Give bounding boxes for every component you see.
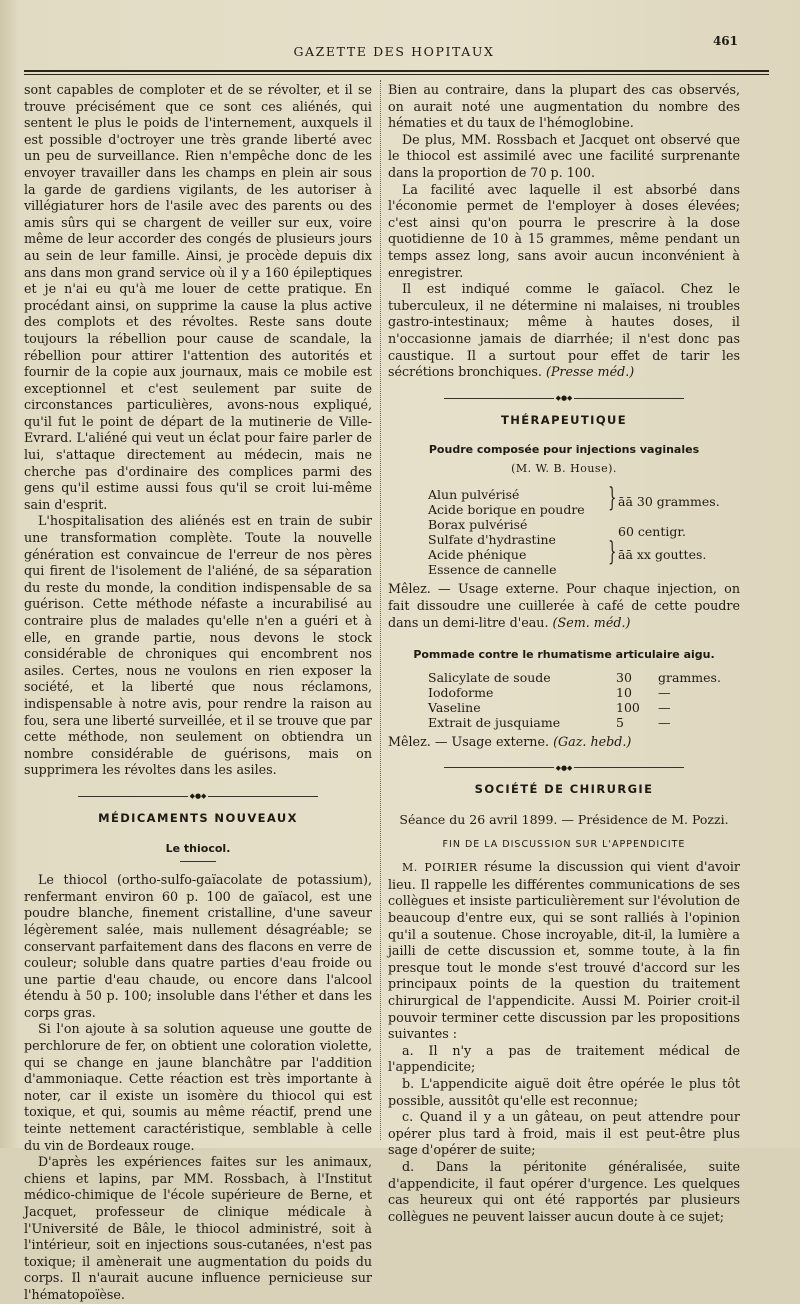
ingredient: Extrait de jusquiame	[428, 714, 561, 730]
paragraph: Si l'on ajoute à sa solution aqueuse une goutte de perchlorure de fer, on obtient une coloration violette, qui se change en jaune blanchâtre par l'addition d'ammoniaque. Cette réaction est très importante à noter, car il existe un isomère du thiocol qui est toxique, et qui, soumis au même réactif, prend une teinte nettement caractéristique, semblable à celle du vin de Bordeaux rouge.	[24, 1021, 372, 1153]
ingredient: Acide borique en poudre	[428, 502, 585, 518]
recipe-note-text: Mêlez. — Usage externe. Pour chaque injection, on fait dissoudre une cuillerée à café de cette poudre dans un demi-litre d'eau.	[388, 581, 740, 630]
proposition-item: a. Il n'y a pas de traitement médical de l'appendicite;	[388, 1042, 740, 1075]
paragraph-text: Il est indiqué comme le gaïacol. Chez le tuberculeux, il ne détermine ni malaises, ni troubles gastro-intestinaux; même à hautes doses, il n'occasionne jamais de diarrhée; il n'est donc pas caustique. Il a surtout pour effet de tarir les sécrétions bronchiques.	[388, 281, 740, 380]
proposition-item: d. Dans la péritonite généralisée, suite d'appendicite, il faut opérer d'urgence. Les quelques cas heureux qui ont été rapportés par plusieurs collègues ne peuvent laisser aucun doute à ce sujet;	[388, 1158, 740, 1224]
paragraph: sont capables de comploter et de se révolter, et il se trouve précisément que ce sont ces aliénés, qui sentent le plus le poids de l'internement, auxquels il est possible d'octroyer une très grande liberté avec un peu de surveillance. Rien n'empêche donc de les envoyer travailler dans les champs en plein air sous la garde de gardiens vigilants, de les autoriser à villégiaturer hors de l'asile avec des parents ou des amis sûrs qui se chargent de veiller sur eux, voire même de leur accorder des congés de plusieurs jours au sein de leur famille. Ainsi, je procède depuis dix ans dans mon grand service où il y a 160 épileptiques et je n'ai eu qu'à me louer de cette pratique. En procédant ainsi, on supprime la cause la plus active des complots et des révoltes. Reste sans doute toujours la rébellion pour cause de scandale, la rébellion pour attirer l'attention des autorités et fournir de la copie aux journaux, mais ce mobile est exceptionnel et c'est seulement par suite de circonstances particulières, avons-nous expliqué, qu'il fut le point de départ de la mutinerie de Ville-Evrard. L'aliéné qui veut un éclat pour faire parler de lui, s'attaque directement au médecin, mais ne cherche pas d'ordinaire des complices parmi des gens qu'il estime aussi fous qu'il se croit lui-même sain d'esprit.	[24, 82, 372, 512]
recipe-author: (M. W. B. House).	[511, 461, 617, 475]
recipe-note-text: Mêlez. — Usage externe.	[388, 733, 550, 749]
ingredient: Iodoforme	[428, 684, 494, 700]
header-rule	[24, 70, 769, 72]
column-divider	[380, 80, 381, 1140]
running-title: GAZETTE DES HOPITAUX	[293, 44, 495, 59]
ingredient-row	[428, 670, 740, 685]
section-ornament: ◆●◆	[24, 788, 372, 798]
ingredient: Salicylate de soude	[428, 669, 551, 685]
header-rule-thin	[24, 74, 769, 75]
section-title: THÉRAPEUTIQUE	[501, 412, 627, 427]
ingredient: Vaseline	[428, 699, 481, 715]
recipe-title: Poudre composée pour injections vaginales	[428, 443, 700, 457]
paragraph	[388, 281, 740, 381]
brace: }	[608, 537, 617, 568]
paragraph: Le thiocol (ortho-sulfo-gaïacolate de potassium), renfermant environ 60 p. 100 de gaïacol, est une poudre blanche, finement cristalline, d'une saveur légèrement salée, mais nullement désagréable; se conservant parfaitement dans des flacons en verre de couleur; soluble dans quatre parties d'eau froide ou une partie d'eau chaude, ou encore dans l'alcool étendu à 50 p. 100; insoluble dans l'éther et dans les corps gras.	[24, 872, 372, 1020]
section-ornament: ◆●◆	[388, 759, 740, 769]
subsection-title: Le thiocol.	[165, 841, 231, 855]
divider	[180, 861, 216, 862]
paragraph: L'hospitalisation des aliénés est en train de subir une transformation complète. Toute la nouvelle génération est convaincue de l'erreur de nos pères qui firent de l'isolement de l'aliéné, de sa séparation du reste du monde, la condition indispensable de sa guérison. Cette méthode néfaste a incurabilisé au contraire plus de malades qu'elle n'en a guéri et à elle, en grande partie, nous devons le stock considérable de chroniques qui encombrent nos asiles. Certes, nous ne voulons en rien exposer la société, et la liberté que nous réclamons, indispensable à notre avis, pour rendre la raison au fou, sera une liberté surveillée, et il se trouve que par cette méthode, non seulement on obtiendra un nombre considérable de guérisons, mais on supprimera les révoltes dans les asiles.	[24, 513, 372, 778]
ingredient: Borax pulvérisé	[428, 517, 528, 533]
ingredient: Essence de cannelle	[428, 562, 557, 578]
speaker-name: M. POIRIER	[402, 861, 478, 875]
page-number: 461	[712, 34, 738, 48]
paragraph	[388, 859, 740, 1043]
section-title: SOCIÉTÉ DE CHIRURGIE	[474, 782, 654, 797]
source-citation: (Sem. méd.)	[552, 614, 631, 630]
paragraph: De plus, MM. Rossbach et Jacquet ont observé que le thiocol est assimilé avec une facilité surprenante dans la proportion de 70 p. 100.	[388, 131, 740, 180]
recipe-note	[388, 734, 740, 751]
source-citation: (Presse méd.)	[545, 364, 635, 380]
ingredient-unit: —	[658, 714, 671, 730]
ingredient-quantity: āā xx gouttes.	[618, 547, 707, 563]
ingredient: Alun pulvérisé	[428, 487, 520, 503]
left-column	[24, 82, 372, 1304]
section-title: MÉDICAMENTS NOUVEAUX	[98, 810, 298, 825]
ingredient-quantity: 100	[616, 699, 640, 715]
paragraph: D'après les expériences faites sur les animaux, chiens et lapins, par MM. Rossbach, à l'Institut médico-chimique de l'école supérieure de Berne, et Jacquet, professeur de clinique médicale à l'Université de Bâle, le thiocol administré, soit à l'intérieur, soit en injections sous-cutanées, n'est pas toxique; il amènerait une augmentation du poids du corps. Il n'aurait aucune influence pernicieuse sur l'hématopoïèse.	[24, 1154, 372, 1302]
source-citation: (Gaz. hebd.)	[553, 733, 632, 749]
page-header	[24, 34, 744, 78]
ingredient-row	[428, 700, 740, 715]
ingredient-unit: —	[658, 684, 671, 700]
ingredient-unit: —	[658, 699, 671, 715]
ingredient-quantity: 30	[616, 669, 632, 685]
ingredient-quantity: 5	[616, 714, 624, 730]
recipe-ingredients	[428, 483, 740, 578]
topic-heading: FIN DE LA DISCUSSION SUR L'APPENDICITE	[442, 838, 686, 850]
recipe-ingredients	[428, 670, 740, 730]
ingredient-quantity: 10	[616, 684, 632, 700]
paragraph: La facilité avec laquelle il est absorbé dans l'économie permet de l'employer à doses élevées; c'est ainsi qu'on pourra le prescrire à la dose quotidienne de 10 à 15 grammes, même pendant un temps assez long, sans avoir aucun inconvénient à enregistrer.	[388, 181, 740, 280]
ingredient: Sulfate d'hydrastine	[428, 532, 556, 548]
recipe-note	[388, 581, 740, 631]
session-heading: Séance du 26 avril 1899. — Présidence de M. Pozzi.	[399, 812, 729, 828]
brace: }	[608, 483, 617, 514]
paragraph: Bien au contraire, dans la plupart des cas observés, on aurait noté une augmentation du nombre des hématies et du taux de l'hémoglobine.	[388, 82, 740, 131]
ingredient-row	[428, 685, 740, 700]
ingredient: Acide phénique	[428, 547, 527, 563]
ingredient-unit: grammes.	[658, 669, 721, 685]
proposition-item: c. Quand il y a un gâteau, on peut attendre pour opérer plus tard à froid, mais il est peut-être plus sage d'opérer de suite;	[388, 1109, 740, 1158]
ingredient-row	[428, 715, 740, 730]
section-ornament: ◆●◆	[388, 390, 740, 400]
right-column	[388, 82, 740, 1225]
paragraph-text: résume la discussion qui vient d'avoir lieu. Il rappelle les différentes communications de ses collègues et insiste particulièrement sur l'évolution de beaucoup d'entre eux, qui se sont ralliés à l'opinion qu'il a soutenue. Chose incroyable, dit-il, la lumière a jailli de cette discussion et, somme toute, à la fin presque tout le monde s'est trouvé d'accord sur les principaux points de la question du traitement chirurgical de l'appendicite. Aussi M. Poirier croit-il pouvoir terminer cette discussion par les propositions suivantes :	[388, 859, 740, 1042]
recipe-title: Pommade contre le rhumatisme articulaire aigu.	[413, 648, 715, 662]
proposition-item: b. L'appendicite aiguë doit être opérée le plus tôt possible, aussitôt qu'elle est reconnue;	[388, 1075, 740, 1108]
ingredient-quantity: 60 centigr.	[618, 524, 686, 540]
ingredient-quantity: āā 30 grammes.	[618, 494, 720, 510]
